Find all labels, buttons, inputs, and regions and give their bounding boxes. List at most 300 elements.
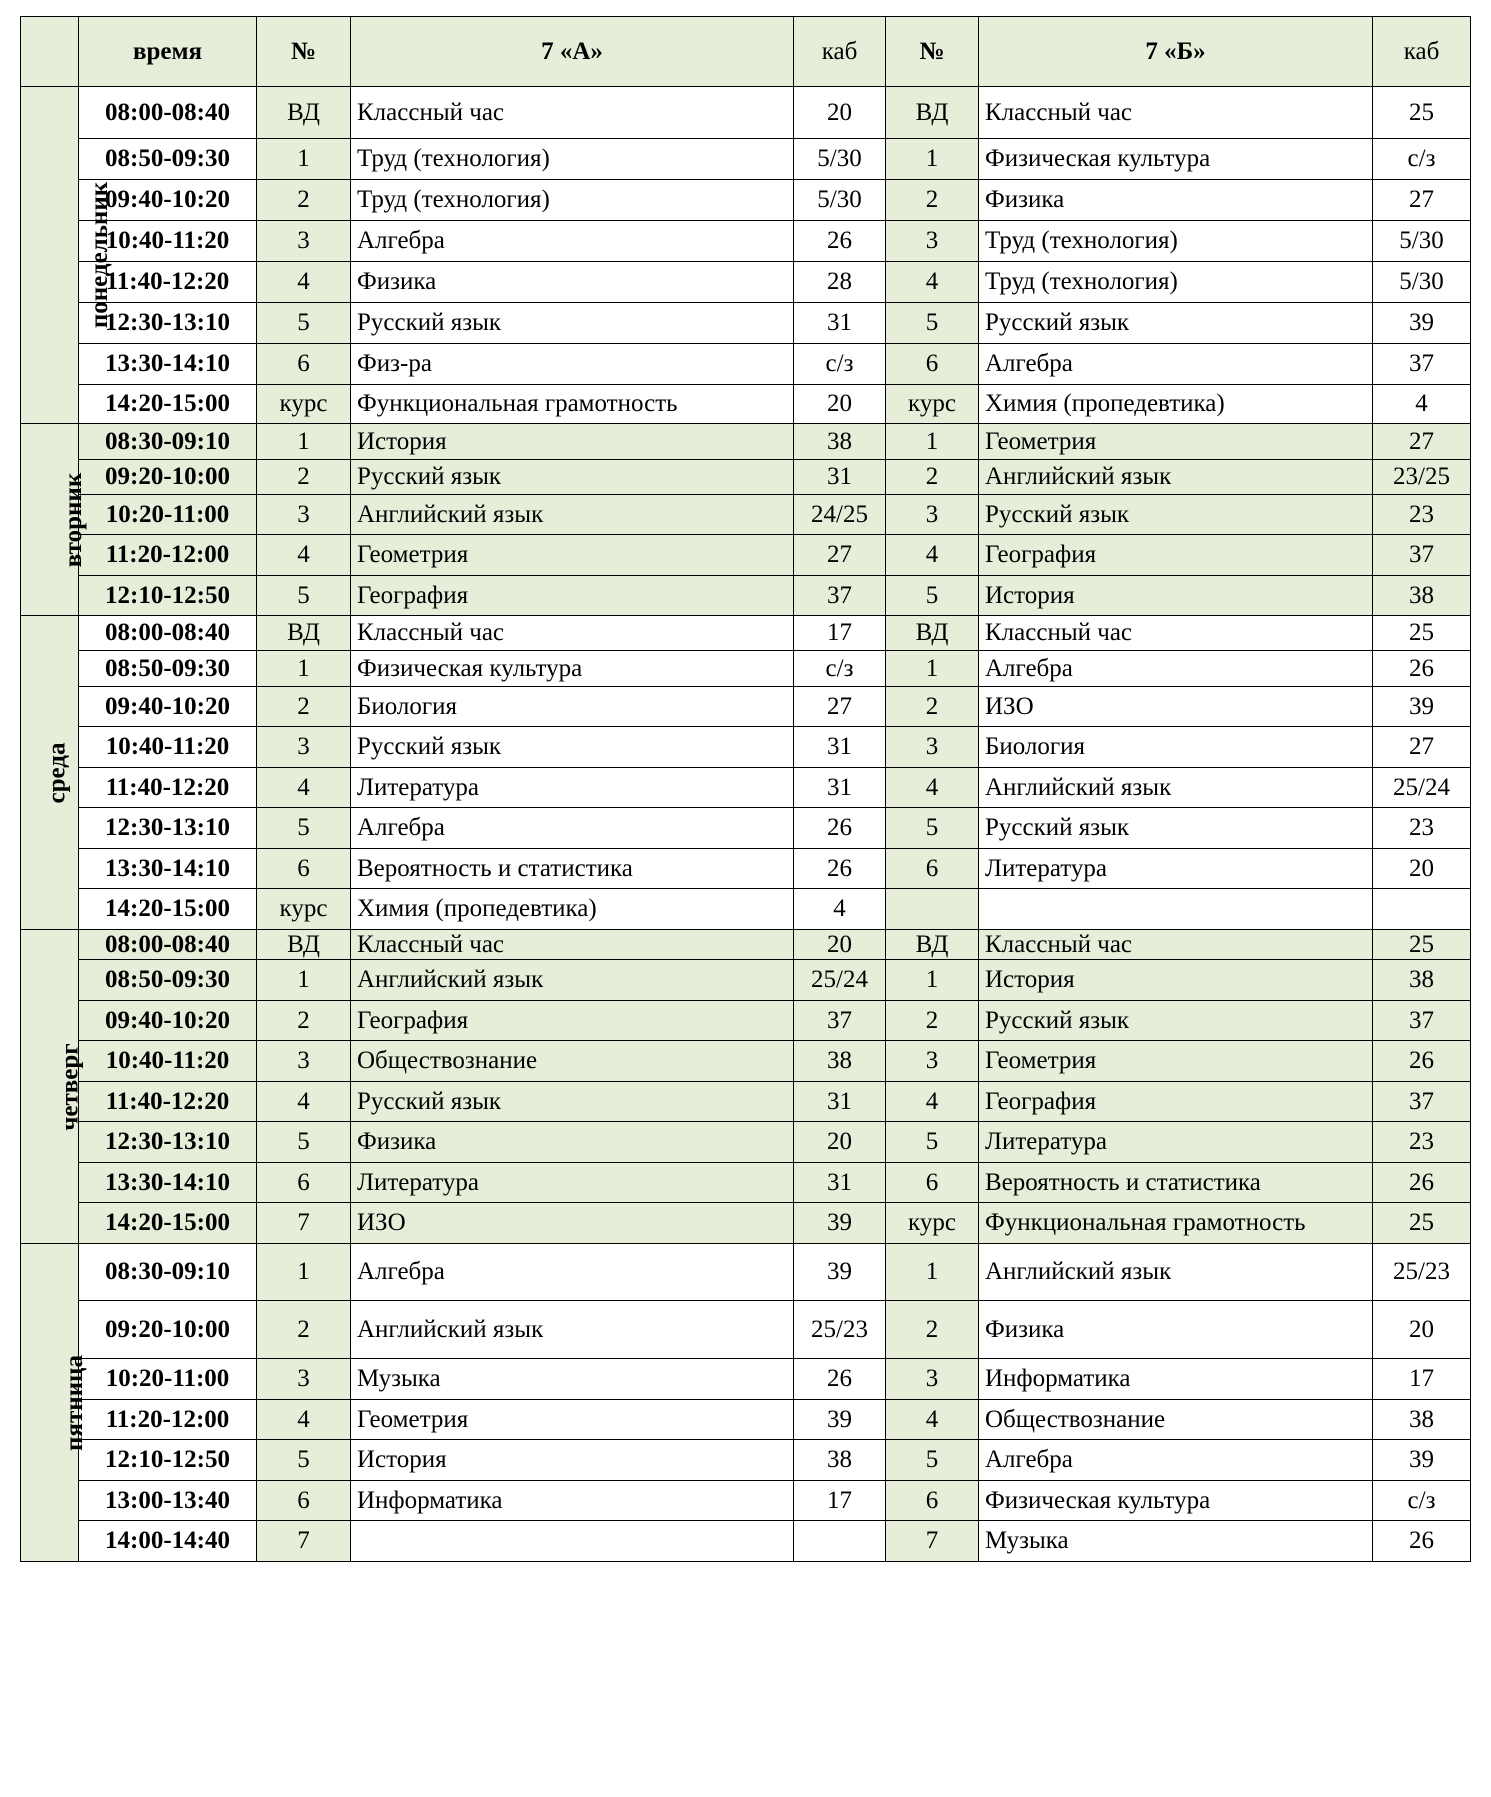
lesson-num-b: 4 bbox=[886, 768, 979, 808]
subject-a: Биология bbox=[351, 687, 794, 727]
subject-a: Русский язык bbox=[351, 1082, 794, 1122]
schedule-row bbox=[21, 849, 1471, 889]
room-a: 38 bbox=[794, 424, 886, 460]
lesson-num-b: 3 bbox=[886, 1041, 979, 1082]
lesson-num-b: 1 bbox=[886, 424, 979, 460]
room-a: 17 bbox=[794, 1481, 886, 1521]
schedule-row bbox=[21, 687, 1471, 727]
lesson-num-a: 5 bbox=[257, 303, 351, 344]
lesson-num-b: 1 bbox=[886, 960, 979, 1001]
schedule-row bbox=[21, 303, 1471, 344]
lesson-num-b: 3 bbox=[886, 1359, 979, 1400]
lesson-num-a: ВД bbox=[257, 616, 351, 651]
lesson-num-b: 5 bbox=[886, 303, 979, 344]
schedule-row bbox=[21, 1244, 1471, 1301]
room-b: 20 bbox=[1373, 1301, 1471, 1359]
room-a: 31 bbox=[794, 303, 886, 344]
lesson-num-b: 6 bbox=[886, 344, 979, 385]
schedule-row bbox=[21, 1359, 1471, 1400]
room-a: 20 bbox=[794, 930, 886, 960]
room-a: 25/23 bbox=[794, 1301, 886, 1359]
lesson-num-a: ВД bbox=[257, 87, 351, 139]
subject-a bbox=[351, 1521, 794, 1562]
room-b bbox=[1373, 889, 1471, 930]
subject-a: Труд (технология) bbox=[351, 139, 794, 180]
room-a: с/з bbox=[794, 344, 886, 385]
lesson-num-a: 2 bbox=[257, 1301, 351, 1359]
room-a: 38 bbox=[794, 1041, 886, 1082]
day-name: вторник bbox=[60, 472, 88, 567]
lesson-time: 10:40-11:20 bbox=[79, 727, 257, 768]
room-a: 31 bbox=[794, 768, 886, 808]
schedule-row bbox=[21, 535, 1471, 576]
lesson-num-b: 3 bbox=[886, 221, 979, 262]
lesson-num-a: 6 bbox=[257, 1163, 351, 1203]
lesson-time: 09:20-10:00 bbox=[79, 460, 257, 495]
room-b: 37 bbox=[1373, 1082, 1471, 1122]
lesson-time: 08:30-09:10 bbox=[79, 424, 257, 460]
lesson-num-a: 1 bbox=[257, 424, 351, 460]
room-b: 26 bbox=[1373, 1041, 1471, 1082]
room-a: 31 bbox=[794, 1082, 886, 1122]
subject-a: Алгебра bbox=[351, 1244, 794, 1301]
lesson-time: 09:20-10:00 bbox=[79, 1301, 257, 1359]
lesson-time: 14:00-14:40 bbox=[79, 1521, 257, 1562]
lesson-time: 12:10-12:50 bbox=[79, 576, 257, 616]
subject-a: Классный час bbox=[351, 930, 794, 960]
lesson-num-b: курс bbox=[886, 1203, 979, 1244]
subject-b: ИЗО bbox=[979, 687, 1373, 727]
schedule-row bbox=[21, 262, 1471, 303]
room-b: 38 bbox=[1373, 576, 1471, 616]
subject-a: Музыка bbox=[351, 1359, 794, 1400]
lesson-num-a: курс bbox=[257, 889, 351, 930]
subject-b: Функциональная грамотность bbox=[979, 1203, 1373, 1244]
room-a bbox=[794, 1521, 886, 1562]
lesson-num-b: 2 bbox=[886, 460, 979, 495]
lesson-num-a: 1 bbox=[257, 651, 351, 687]
subject-b: Русский язык bbox=[979, 808, 1373, 849]
room-b: 27 bbox=[1373, 727, 1471, 768]
room-b: 23 bbox=[1373, 808, 1471, 849]
subject-b: Русский язык bbox=[979, 303, 1373, 344]
subject-b: Классный час bbox=[979, 930, 1373, 960]
lesson-num-a: 5 bbox=[257, 576, 351, 616]
schedule-table bbox=[20, 16, 1471, 1562]
lesson-time: 14:20-15:00 bbox=[79, 385, 257, 424]
schedule-row bbox=[21, 1163, 1471, 1203]
subject-b: Английский язык bbox=[979, 1244, 1373, 1301]
lesson-time: 10:40-11:20 bbox=[79, 221, 257, 262]
subject-b: Физическая культура bbox=[979, 1481, 1373, 1521]
schedule-row bbox=[21, 180, 1471, 221]
schedule-body bbox=[21, 87, 1471, 1562]
schedule-row bbox=[21, 344, 1471, 385]
lesson-num-b: 4 bbox=[886, 1082, 979, 1122]
header-cab-b: каб bbox=[1373, 17, 1471, 87]
lesson-num-a: 7 bbox=[257, 1203, 351, 1244]
lesson-time: 10:20-11:00 bbox=[79, 1359, 257, 1400]
lesson-num-b: ВД bbox=[886, 930, 979, 960]
subject-a: Физическая культура bbox=[351, 651, 794, 687]
day-name: пятница bbox=[60, 1354, 88, 1451]
header-row bbox=[21, 17, 1471, 87]
lesson-time: 11:20-12:00 bbox=[79, 535, 257, 576]
lesson-time: 14:20-15:00 bbox=[79, 889, 257, 930]
lesson-time: 08:30-09:10 bbox=[79, 1244, 257, 1301]
room-b: 17 bbox=[1373, 1359, 1471, 1400]
room-b: 23/25 bbox=[1373, 460, 1471, 495]
room-a: 17 bbox=[794, 616, 886, 651]
subject-b: Классный час bbox=[979, 87, 1373, 139]
room-a: 5/30 bbox=[794, 180, 886, 221]
subject-a: Вероятность и статистика bbox=[351, 849, 794, 889]
room-b: 25 bbox=[1373, 1203, 1471, 1244]
lesson-time: 13:30-14:10 bbox=[79, 344, 257, 385]
room-b: 23 bbox=[1373, 1122, 1471, 1163]
room-a: 26 bbox=[794, 221, 886, 262]
subject-b: География bbox=[979, 535, 1373, 576]
schedule-row bbox=[21, 1001, 1471, 1041]
room-a: 4 bbox=[794, 889, 886, 930]
lesson-num-b: 2 bbox=[886, 1001, 979, 1041]
subject-b: Литература bbox=[979, 1122, 1373, 1163]
lesson-time: 11:40-12:20 bbox=[79, 768, 257, 808]
lesson-num-b: 5 bbox=[886, 1122, 979, 1163]
room-b: 39 bbox=[1373, 1440, 1471, 1481]
lesson-num-a: 1 bbox=[257, 139, 351, 180]
room-a: 37 bbox=[794, 1001, 886, 1041]
room-b: 25 bbox=[1373, 616, 1471, 651]
schedule-row bbox=[21, 1481, 1471, 1521]
subject-b: Классный час bbox=[979, 616, 1373, 651]
subject-a: Информатика bbox=[351, 1481, 794, 1521]
lesson-num-b: ВД bbox=[886, 87, 979, 139]
subject-b: Труд (технология) bbox=[979, 262, 1373, 303]
lesson-num-a: 4 bbox=[257, 1400, 351, 1440]
room-b: 25/23 bbox=[1373, 1244, 1471, 1301]
lesson-num-b: 1 bbox=[886, 1244, 979, 1301]
subject-a: Обществознание bbox=[351, 1041, 794, 1082]
subject-b: Алгебра bbox=[979, 1440, 1373, 1481]
subject-b: Обществознание bbox=[979, 1400, 1373, 1440]
room-a: 38 bbox=[794, 1440, 886, 1481]
room-a: 24/25 bbox=[794, 495, 886, 535]
room-a: 26 bbox=[794, 849, 886, 889]
header-day bbox=[21, 17, 79, 87]
subject-b: Музыка bbox=[979, 1521, 1373, 1562]
room-b: 26 bbox=[1373, 1521, 1471, 1562]
schedule-row bbox=[21, 1400, 1471, 1440]
room-a: 39 bbox=[794, 1203, 886, 1244]
subject-b: Литература bbox=[979, 849, 1373, 889]
lesson-num-b: 4 bbox=[886, 262, 979, 303]
subject-a: История bbox=[351, 424, 794, 460]
lesson-num-a: 2 bbox=[257, 180, 351, 221]
header-num-a: № bbox=[257, 17, 351, 87]
lesson-num-a: 3 bbox=[257, 221, 351, 262]
subject-b: История bbox=[979, 960, 1373, 1001]
lesson-num-b: 6 bbox=[886, 849, 979, 889]
room-b: 37 bbox=[1373, 344, 1471, 385]
lesson-time: 08:50-09:30 bbox=[79, 651, 257, 687]
room-a: 20 bbox=[794, 87, 886, 139]
lesson-num-a: 5 bbox=[257, 1440, 351, 1481]
header-class-b: 7 «Б» bbox=[979, 17, 1373, 87]
lesson-num-a: 4 bbox=[257, 262, 351, 303]
lesson-num-a: 6 bbox=[257, 344, 351, 385]
schedule-row bbox=[21, 385, 1471, 424]
schedule-row bbox=[21, 651, 1471, 687]
lesson-num-b: 7 bbox=[886, 1521, 979, 1562]
subject-a: ИЗО bbox=[351, 1203, 794, 1244]
schedule-row bbox=[21, 1041, 1471, 1082]
header-num-b: № bbox=[886, 17, 979, 87]
schedule-row bbox=[21, 1440, 1471, 1481]
room-a: 27 bbox=[794, 687, 886, 727]
subject-a: Классный час bbox=[351, 616, 794, 651]
schedule-row bbox=[21, 768, 1471, 808]
day-cell bbox=[21, 930, 84, 1244]
lesson-time: 13:00-13:40 bbox=[79, 1481, 257, 1521]
subject-b: Физика bbox=[979, 1301, 1373, 1359]
lesson-num-a: 3 bbox=[257, 1041, 351, 1082]
lesson-num-b: 3 bbox=[886, 495, 979, 535]
subject-a: Физика bbox=[351, 1122, 794, 1163]
schedule-row bbox=[21, 808, 1471, 849]
room-a: 28 bbox=[794, 262, 886, 303]
room-b: 39 bbox=[1373, 687, 1471, 727]
schedule-row bbox=[21, 727, 1471, 768]
room-b: 4 bbox=[1373, 385, 1471, 424]
subject-a: География bbox=[351, 1001, 794, 1041]
subject-b: Английский язык bbox=[979, 768, 1373, 808]
room-b: 23 bbox=[1373, 495, 1471, 535]
day-cell bbox=[21, 1244, 88, 1562]
room-b: 27 bbox=[1373, 424, 1471, 460]
subject-a: Функциональная грамотность bbox=[351, 385, 794, 424]
room-b: 37 bbox=[1373, 1001, 1471, 1041]
lesson-num-a: 5 bbox=[257, 1122, 351, 1163]
lesson-time: 10:20-11:00 bbox=[79, 495, 257, 535]
room-b: 38 bbox=[1373, 1400, 1471, 1440]
lesson-num-a: 5 bbox=[257, 808, 351, 849]
subject-a: Труд (технология) bbox=[351, 180, 794, 221]
room-a: 26 bbox=[794, 808, 886, 849]
header-class-a: 7 «А» bbox=[351, 17, 794, 87]
subject-a: Русский язык bbox=[351, 460, 794, 495]
subject-a: География bbox=[351, 576, 794, 616]
room-b: 26 bbox=[1373, 1163, 1471, 1203]
subject-b bbox=[979, 889, 1373, 930]
lesson-time: 08:50-09:30 bbox=[79, 960, 257, 1001]
lesson-num-b: 4 bbox=[886, 535, 979, 576]
room-b: 38 bbox=[1373, 960, 1471, 1001]
lesson-time: 08:00-08:40 bbox=[79, 616, 257, 651]
room-b: 39 bbox=[1373, 303, 1471, 344]
subject-b: Геометрия bbox=[979, 424, 1373, 460]
lesson-num-b bbox=[886, 889, 979, 930]
lesson-num-b: 2 bbox=[886, 687, 979, 727]
lesson-time: 13:30-14:10 bbox=[79, 1163, 257, 1203]
lesson-time: 08:50-09:30 bbox=[79, 139, 257, 180]
lesson-num-a: 3 bbox=[257, 1359, 351, 1400]
subject-a: Английский язык bbox=[351, 495, 794, 535]
subject-b: Алгебра bbox=[979, 651, 1373, 687]
schedule-row bbox=[21, 889, 1471, 930]
room-b: с/з bbox=[1373, 139, 1471, 180]
subject-b: Русский язык bbox=[979, 1001, 1373, 1041]
lesson-num-a: 4 bbox=[257, 1082, 351, 1122]
lesson-num-b: 1 bbox=[886, 139, 979, 180]
room-a: 27 bbox=[794, 535, 886, 576]
lesson-num-a: 3 bbox=[257, 495, 351, 535]
lesson-time: 12:30-13:10 bbox=[79, 1122, 257, 1163]
lesson-num-b: 6 bbox=[886, 1163, 979, 1203]
schedule-row bbox=[21, 930, 1471, 960]
subject-b: Вероятность и статистика bbox=[979, 1163, 1373, 1203]
subject-b: Русский язык bbox=[979, 495, 1373, 535]
lesson-num-a: 1 bbox=[257, 1244, 351, 1301]
lesson-num-a: 6 bbox=[257, 849, 351, 889]
day-cell bbox=[21, 87, 114, 424]
lesson-num-b: 3 bbox=[886, 727, 979, 768]
room-a: 39 bbox=[794, 1400, 886, 1440]
lesson-time: 14:20-15:00 bbox=[79, 1203, 257, 1244]
schedule-row bbox=[21, 87, 1471, 139]
subject-a: Алгебра bbox=[351, 808, 794, 849]
subject-a: История bbox=[351, 1440, 794, 1481]
room-a: 26 bbox=[794, 1359, 886, 1400]
lesson-time: 12:10-12:50 bbox=[79, 1440, 257, 1481]
subject-b: Биология bbox=[979, 727, 1373, 768]
subject-b: Информатика bbox=[979, 1359, 1373, 1400]
lesson-num-a: 3 bbox=[257, 727, 351, 768]
schedule-row bbox=[21, 495, 1471, 535]
lesson-time: 13:30-14:10 bbox=[79, 849, 257, 889]
day-name: понедельник bbox=[86, 181, 114, 329]
lesson-time: 08:00-08:40 bbox=[79, 87, 257, 139]
subject-b: Физическая культура bbox=[979, 139, 1373, 180]
room-b: 5/30 bbox=[1373, 262, 1471, 303]
subject-b: Труд (технология) bbox=[979, 221, 1373, 262]
day-name: среда bbox=[43, 742, 71, 803]
lesson-num-a: ВД bbox=[257, 930, 351, 960]
schedule-row bbox=[21, 460, 1471, 495]
subject-a: Литература bbox=[351, 768, 794, 808]
subject-b: География bbox=[979, 1082, 1373, 1122]
room-b: 25/24 bbox=[1373, 768, 1471, 808]
lesson-time: 09:40-10:20 bbox=[79, 687, 257, 727]
schedule-row bbox=[21, 424, 1471, 460]
lesson-num-b: курс bbox=[886, 385, 979, 424]
subject-b: Английский язык bbox=[979, 460, 1373, 495]
lesson-num-b: 5 bbox=[886, 576, 979, 616]
subject-b: История bbox=[979, 576, 1373, 616]
lesson-time: 12:30-13:10 bbox=[79, 808, 257, 849]
room-a: 20 bbox=[794, 385, 886, 424]
day-name: четверг bbox=[56, 1042, 84, 1131]
subject-a: Английский язык bbox=[351, 1301, 794, 1359]
lesson-num-b: ВД bbox=[886, 616, 979, 651]
schedule-row bbox=[21, 616, 1471, 651]
lesson-time: 10:40-11:20 bbox=[79, 1041, 257, 1082]
lesson-num-b: 6 bbox=[886, 1481, 979, 1521]
room-b: с/з bbox=[1373, 1481, 1471, 1521]
subject-a: Литература bbox=[351, 1163, 794, 1203]
room-a: 31 bbox=[794, 460, 886, 495]
room-a: 25/24 bbox=[794, 960, 886, 1001]
lesson-num-a: курс bbox=[257, 385, 351, 424]
subject-b: Химия (пропедевтика) bbox=[979, 385, 1373, 424]
subject-a: Русский язык bbox=[351, 303, 794, 344]
room-a: 39 bbox=[794, 1244, 886, 1301]
schedule-row bbox=[21, 1122, 1471, 1163]
lesson-num-b: 5 bbox=[886, 808, 979, 849]
subject-b: Физика bbox=[979, 180, 1373, 221]
lesson-num-b: 2 bbox=[886, 180, 979, 221]
lesson-num-a: 4 bbox=[257, 768, 351, 808]
lesson-time: 11:20-12:00 bbox=[79, 1400, 257, 1440]
schedule-row bbox=[21, 1521, 1471, 1562]
room-b: 26 bbox=[1373, 651, 1471, 687]
subject-a: Химия (пропедевтика) bbox=[351, 889, 794, 930]
lesson-time: 09:40-10:20 bbox=[79, 180, 257, 221]
subject-a: Классный час bbox=[351, 87, 794, 139]
lesson-num-a: 2 bbox=[257, 460, 351, 495]
subject-a: Физика bbox=[351, 262, 794, 303]
day-cell bbox=[21, 616, 79, 930]
room-a: 31 bbox=[794, 1163, 886, 1203]
header-time: время bbox=[79, 17, 257, 87]
subject-a: Геометрия bbox=[351, 1400, 794, 1440]
room-b: 27 bbox=[1373, 180, 1471, 221]
room-b: 20 bbox=[1373, 849, 1471, 889]
lesson-num-a: 7 bbox=[257, 1521, 351, 1562]
subject-b: Алгебра bbox=[979, 344, 1373, 385]
room-a: с/з bbox=[794, 651, 886, 687]
lesson-num-b: 4 bbox=[886, 1400, 979, 1440]
schedule-row bbox=[21, 1203, 1471, 1244]
subject-a: Геометрия bbox=[351, 535, 794, 576]
schedule-row bbox=[21, 576, 1471, 616]
room-a: 20 bbox=[794, 1122, 886, 1163]
subject-a: Английский язык bbox=[351, 960, 794, 1001]
schedule-row bbox=[21, 139, 1471, 180]
lesson-num-b: 1 bbox=[886, 651, 979, 687]
header-cab-a: каб bbox=[794, 17, 886, 87]
lesson-num-a: 4 bbox=[257, 535, 351, 576]
subject-a: Русский язык bbox=[351, 727, 794, 768]
lesson-time: 11:40-12:20 bbox=[79, 1082, 257, 1122]
lesson-num-b: 5 bbox=[886, 1440, 979, 1481]
lesson-num-b: 2 bbox=[886, 1301, 979, 1359]
room-b: 5/30 bbox=[1373, 221, 1471, 262]
room-b: 25 bbox=[1373, 930, 1471, 960]
lesson-time: 08:00-08:40 bbox=[79, 930, 257, 960]
subject-a: Алгебра bbox=[351, 221, 794, 262]
room-b: 25 bbox=[1373, 87, 1471, 139]
lesson-num-a: 6 bbox=[257, 1481, 351, 1521]
schedule-row bbox=[21, 1301, 1471, 1359]
schedule-row bbox=[21, 960, 1471, 1001]
lesson-time: 09:40-10:20 bbox=[79, 1001, 257, 1041]
subject-b: Геометрия bbox=[979, 1041, 1373, 1082]
lesson-num-a: 1 bbox=[257, 960, 351, 1001]
lesson-time: 11:40-12:20 bbox=[79, 262, 257, 303]
subject-a: Физ-ра bbox=[351, 344, 794, 385]
room-a: 5/30 bbox=[794, 139, 886, 180]
